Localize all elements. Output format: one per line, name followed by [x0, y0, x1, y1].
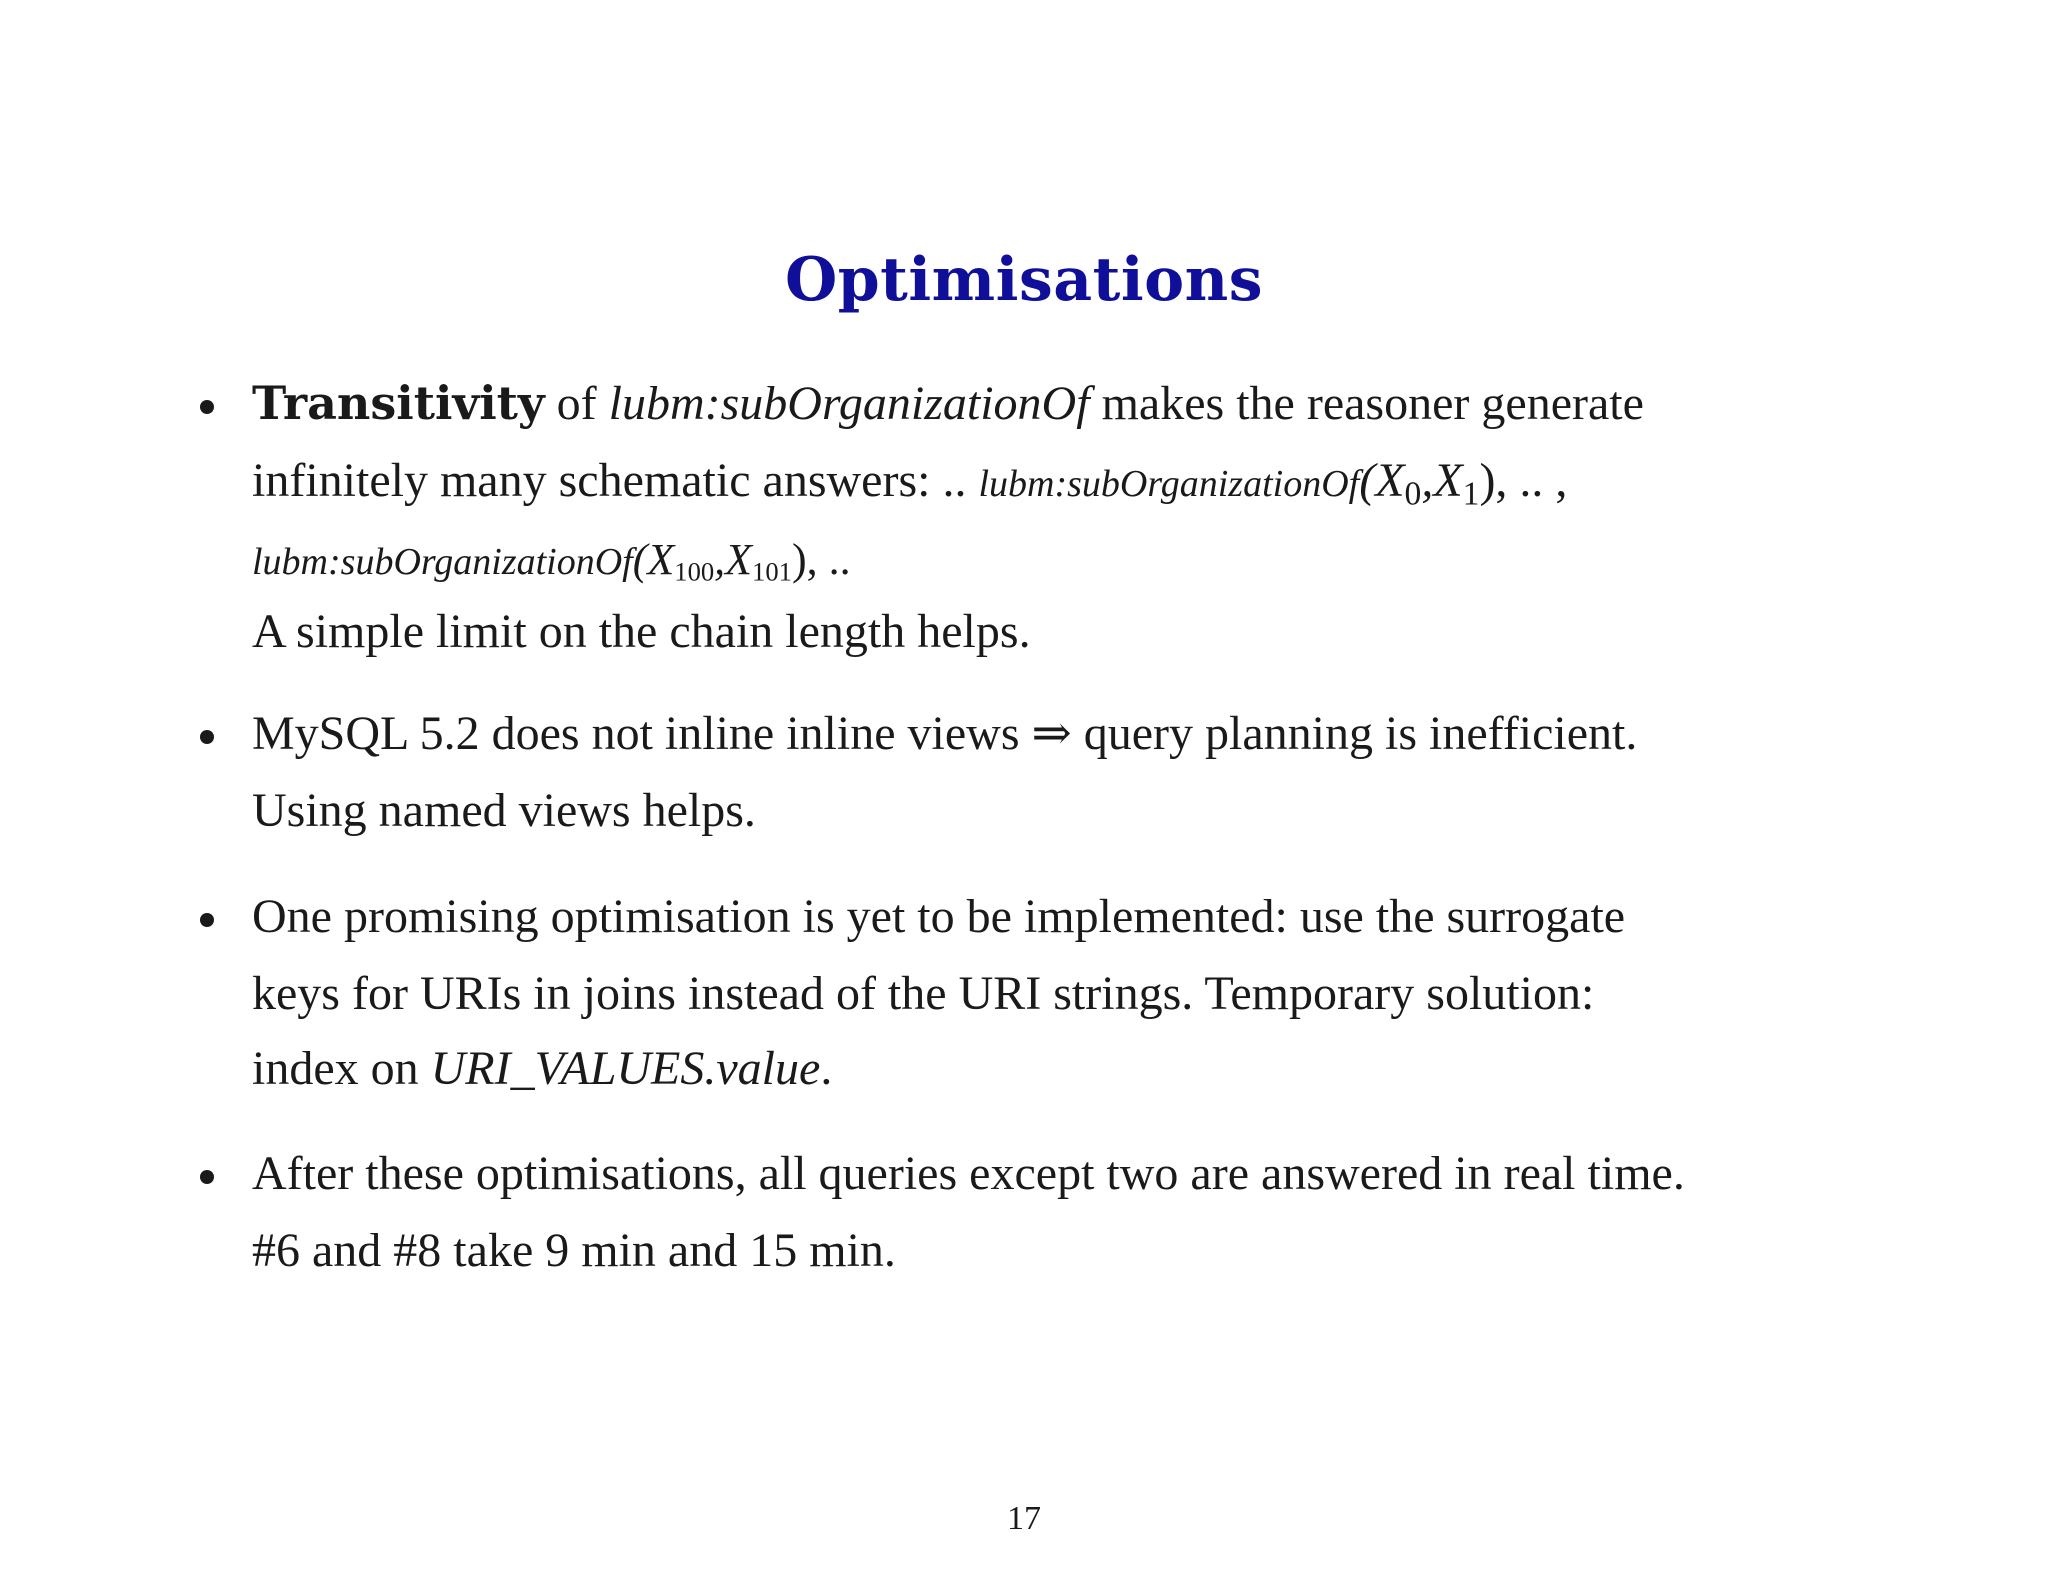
text-fragment: One promising optimisation is yet to be implemented: use the surrogate [252, 890, 1626, 943]
text-fragment: A simple limit on the chain length helps. [252, 605, 1031, 658]
bullet-line [252, 535, 851, 587]
bullet-dot-icon [200, 730, 214, 744]
bullet-line [252, 454, 1568, 513]
italic-term: lubm:subOrganizationOf [978, 463, 1360, 505]
text-fragment: MySQL 5.2 does not inline inline views ⇒ query planning is inefficient. [252, 707, 1638, 760]
bullet-line [252, 784, 756, 837]
subscript: 100 [674, 556, 715, 587]
italic-term: URI_VALUES.value [430, 1042, 821, 1095]
formula-fragment: (X [632, 535, 675, 584]
bullet-line [252, 967, 1595, 1020]
slide-title: Optimisations [784, 245, 1264, 315]
text-fragment: . [820, 1042, 833, 1095]
subscript: 1 [1462, 475, 1480, 513]
italic-term: lubm:subOrganizationOf [608, 377, 1090, 430]
text-fragment: infinitely many schematic answers: .. [252, 454, 979, 507]
subscript: 101 [752, 556, 792, 587]
bullet-line [252, 376, 1644, 430]
bullet-line [252, 1224, 896, 1277]
subscript: 0 [1404, 475, 1422, 513]
formula-fragment: (X [1359, 454, 1405, 507]
bullet-dot-icon [200, 913, 214, 927]
bullet-dot-icon [200, 1170, 214, 1184]
bullet-line [252, 1147, 1685, 1200]
text-fragment: keys for URIs in joins instead of the URI strings. Temporary solution: [252, 967, 1595, 1020]
text-fragment: Using named views helps. [252, 784, 756, 837]
formula-fragment: ,X [714, 535, 753, 584]
text-fragment: index on [252, 1042, 431, 1095]
formula-fragment: ,X [1421, 454, 1463, 507]
text-fragment: #6 and #8 take 9 min and 15 min. [252, 1224, 896, 1277]
bold-term: Transitivity [252, 376, 545, 430]
formula-fragment: ), .. , [1479, 454, 1568, 507]
bullet-line [252, 605, 1031, 658]
page-number: 17 [1007, 1500, 1041, 1537]
bullet-dot-icon [200, 400, 214, 414]
italic-term: lubm:subOrganizationOf [252, 541, 633, 583]
bullet-line [252, 890, 1626, 943]
text-fragment: makes the reasoner generate [1089, 377, 1644, 430]
text-fragment: of [544, 377, 609, 430]
formula-fragment: ), .. [791, 535, 851, 584]
bullet-line [252, 707, 1638, 760]
text-fragment: After these optimisations, all queries except two are answered in real time. [252, 1147, 1685, 1200]
bullet-line [252, 1042, 833, 1095]
